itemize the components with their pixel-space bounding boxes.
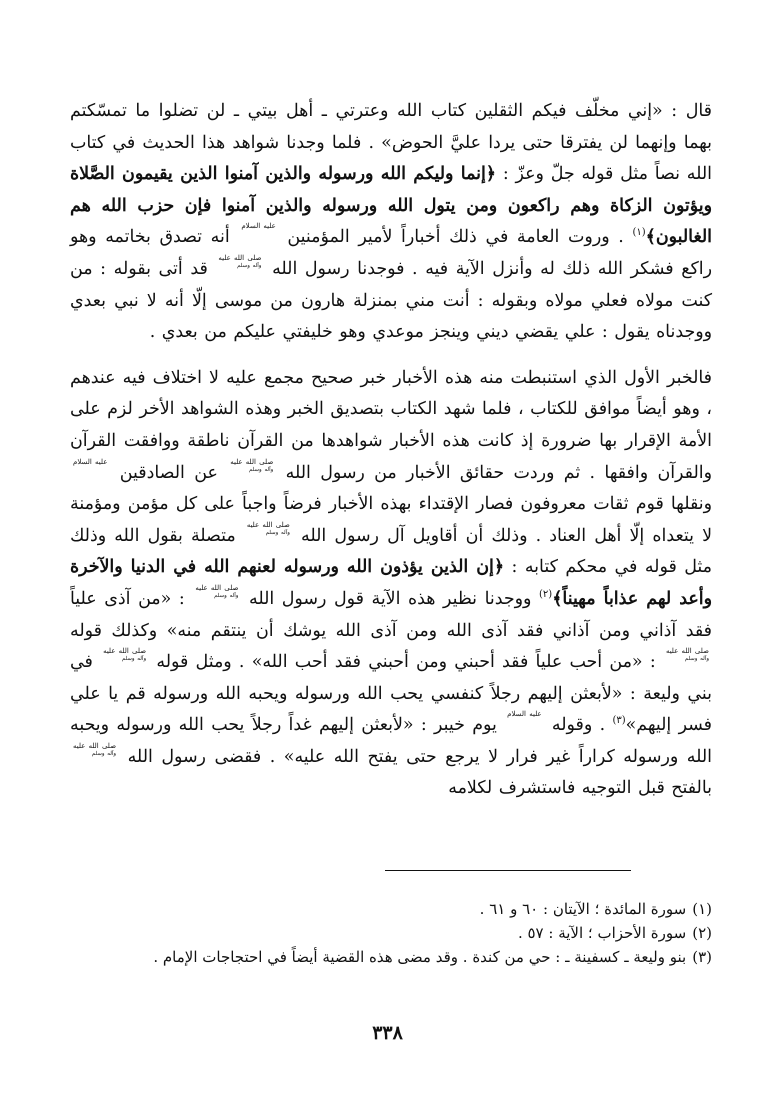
quran-verse: ﴿إنما وليكم الله ورسوله والذين آمنوا الذين يقيمون الصَّلاة ويؤتون الزكاة وهم راكعون ومن يتول الله ورسوله والذين آمنوا فإن حزب الله هم الغالبون﴾ [70,164,712,248]
salawat-mark [247,521,290,537]
footnote-number: (٢) [692,924,712,942]
footnote-divider [385,870,631,871]
alayhi-label: عليه السلام [241,222,276,231]
salawat-mark [73,742,116,758]
footnote-3 [70,945,712,969]
text-run: : «من آذى علياً فقد آذاني ومن آذاني فقد آذى الله ومن آذى الله يوشك أن ينتقم منه» وكذلك قوله [70,588,712,641]
paragraph-1 [70,96,712,349]
salawat-mark [230,458,273,474]
text-run: قد أتى بقوله : من كنت مولاه فعلي مولاه وبقوله : أنت مني بمنزلة هارون من موسى إلّا أنه لا نبي بعدي ووجدناه يقول : علي يقضي ديني وينجز موعدي وهو خليفتي عليكم من بعدي . [70,258,712,343]
footnotes [70,897,712,969]
alayhi-salam-mark [241,222,275,230]
text-run: في بني وليعة : «لأبعثن إليهم رجلاً كنفسي يحب الله ورسوله ويحبه الله ورسوله قم يا علي فسر إليهم» [70,652,712,736]
main-text [70,96,712,805]
alayhi-label: عليه السلام [73,457,108,466]
salawat-sub-label: وآله وسلم [121,656,147,663]
footnote-1 [70,897,712,921]
text-run: ووجدنا نظير هذه الآية قول رسول الله [241,588,540,609]
alayhi-salam-mark [507,710,541,718]
alayhi-salam-mark [73,458,107,466]
salawat-label: صلى الله عليه [665,647,709,656]
footnote-2 [70,921,712,945]
footnote-ref: (٢) [539,589,553,601]
salawat-sub-label: وآله وسلم [265,529,290,536]
text-run: قال : «إني مخلّف فيكم الثقلين كتاب الله وعترتي ـ أهل بيتي ـ لن تضلوا ما تمسّكتم بهما وإنهما لن يفترقا حتى يردا عليَّ الحوض» . فلما وجدنا شواهد هذا الحديث في كتاب الله نصاً مثل قوله جلّ وعزّ : [70,101,712,185]
text-run: . وروت العامة في ذلك أخباراً لأمير المؤمنين [278,227,633,248]
text-run: عن الصادقين [110,462,228,483]
salawat-label: صلى الله عليه [230,457,274,466]
text-run: يوم خيبر : «لأبعثن إليهم غداً رجلاً يحب الله ورسوله ويحبه الله ورسوله كراراً غير فرار لا يرجع حتى يفتح الله عليه» . فقضى رسول الله [70,715,712,767]
alayhi-label: عليه السلام [507,710,542,719]
salawat-mark [195,584,238,600]
text-run: ونقلها قوم ثقات معروفون فصار الإقتداء بهذه الأخبار فرضاً واجباً على كل مؤمن ومؤمنة لا يتعداه إلّا أهل العناد . وذلك أن أقاويل آل رسول الله [70,494,712,546]
salawat-sub-label: وآله وسلم [237,262,262,269]
page-number: ٣٣٨ [372,1022,403,1044]
text-run: : «من أحب علياً فقد أحبني ومن أحبني فقد أحب الله» . ومثل قوله [149,652,663,673]
salawat-sub-label: وآله وسلم [248,466,274,473]
footnote-ref: (٣) [612,715,626,727]
footnote-ref: (١) [632,227,646,239]
text-run: أنه تصدق بخاتمه وهو راكع فشكر الله ذلك له وأنزل الآية فيه . فوجدنا رسول الله [70,227,713,279]
footnote-text: سورة الأحزاب ؛ الآية : ٥٧ . [517,924,687,942]
salawat-sub-label: وآله وسلم [91,750,117,757]
salawat-mark [218,254,261,270]
footnote-text: سورة المائدة ؛ الآيتان : ٦٠ و ٦١ . [479,900,687,918]
salawat-mark [103,647,146,663]
salawat-label: صلى الله عليه [195,583,239,592]
footnote-number: (٣) [692,948,712,966]
quran-verse: ﴿إن الذين يؤذون الله ورسوله لعنهم الله في الدنيا والآخرة وأعد لهم عذاباً مهيناً﴾ [70,557,712,609]
salawat-label: صلى الله عليه [246,520,290,529]
salawat-label: صلى الله عليه [73,741,117,750]
text-run: متصلة بقول الله وذلك مثل قوله في محكم كتابه : [70,525,712,578]
paragraph-2 [70,363,712,805]
text-run: . وقوله [544,715,613,736]
footnote-text: بنو وليعة ـ كسفينة ـ : حي من كندة . وقد مضى هذه القضية أيضاً في احتجاجات الإمام . [153,948,687,966]
text-run: فالخبر الأول الذي استنبطت منه هذه الأخبار خبر صحيح مجمع عليه لا اختلاف فيه عندهم ، وهو أيضاً موافق للكتاب ، فلما شهد الكتاب بتصديق الخبر وهذه الشواهد الأخر لزم على الأمة الإقرار بها ضرورة إذ كانت هذه الأخبار شواهدها من القرآن ناطقة ووافقت القرآن والقرآن وافقها . ثم وردت حقائق الأخبار من رسول الله [70,367,712,483]
text-run: بالفتح قبل التوجيه فاستشرف لكلامه [448,778,712,799]
footnote-number: (١) [692,900,712,918]
salawat-label: صلى الله عليه [103,647,147,656]
salawat-sub-label: وآله وسلم [214,592,239,599]
salawat-sub-label: وآله وسلم [684,656,709,663]
salawat-label: صلى الله عليه [218,253,262,262]
salawat-mark [666,647,709,663]
